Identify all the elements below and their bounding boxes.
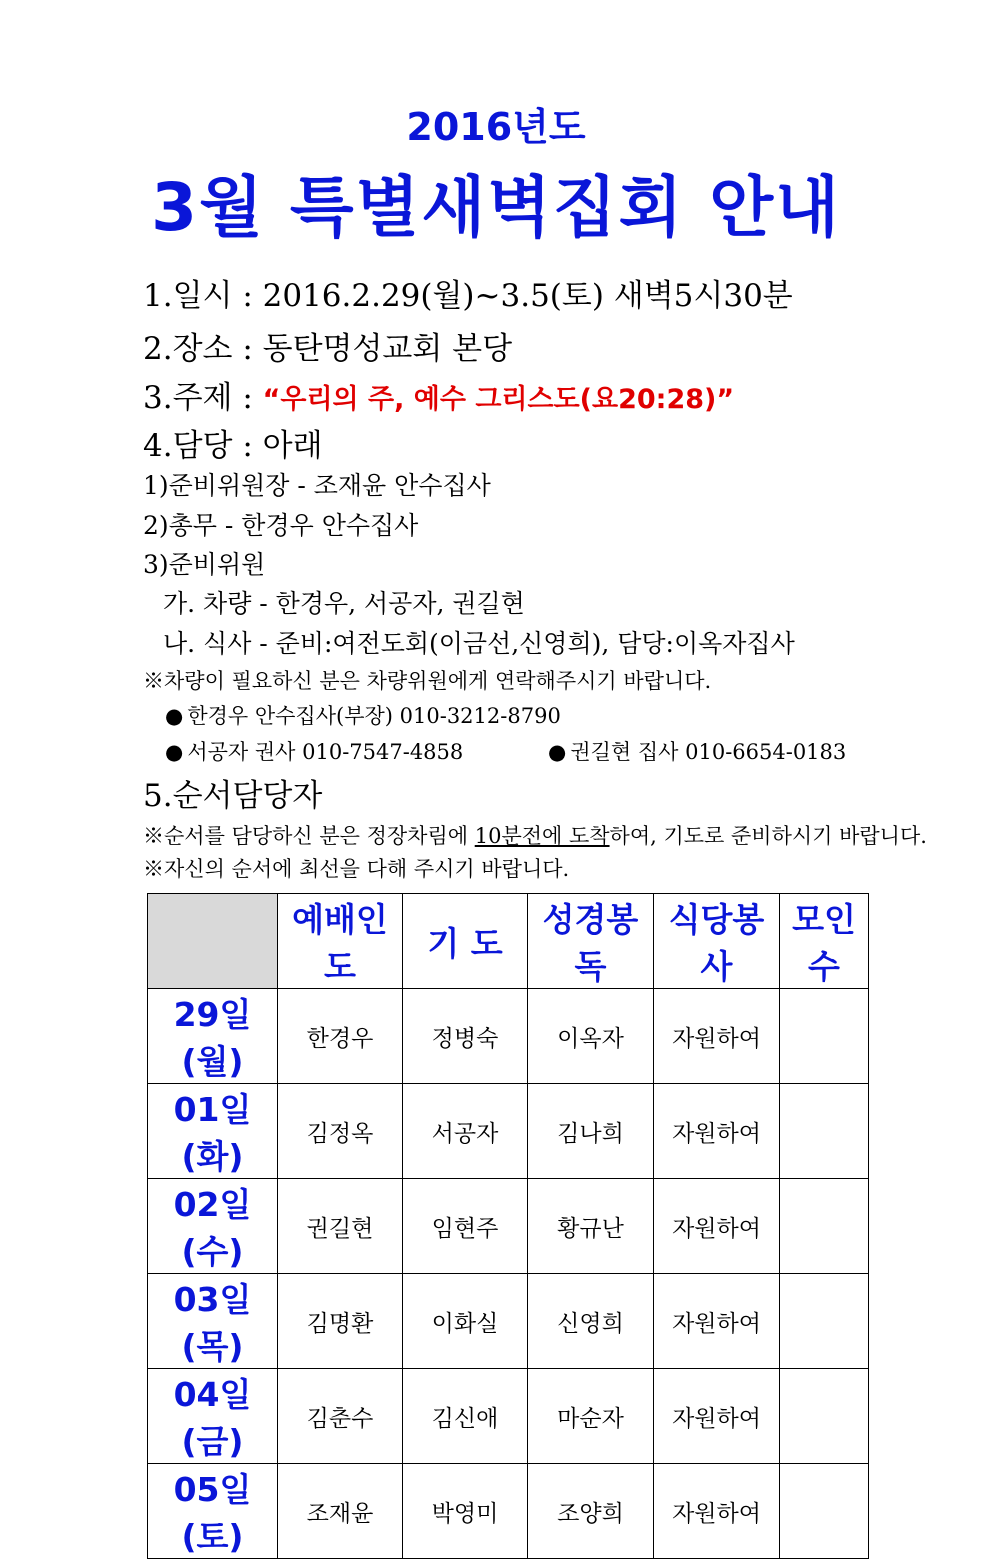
staff-committee: 3)준비위원: [143, 550, 266, 579]
table-row: [148, 1274, 869, 1369]
reading-cell: 조양희: [528, 1464, 654, 1559]
theme-label: 3.주제 :: [143, 380, 263, 416]
header-kitchen: 식당봉사: [654, 894, 780, 989]
kitchen-cell: 자원하여: [654, 1084, 780, 1179]
order-note-1: [143, 820, 927, 850]
kitchen-cell: 자원하여: [654, 1369, 780, 1464]
count-cell: [780, 989, 869, 1084]
reading-cell: 황규난: [528, 1179, 654, 1274]
day-cell: 01일(화): [148, 1084, 278, 1179]
leader-cell: 한경우: [278, 989, 403, 1084]
bullet-icon: ●: [548, 740, 567, 764]
place-line: 2.장소 : 동탄명성교회 본당: [143, 331, 513, 367]
day-cell: 02일(수): [148, 1179, 278, 1274]
table-corner-cell: [148, 894, 278, 989]
contact-person-3: [548, 736, 846, 766]
day-cell: 29일(월): [148, 989, 278, 1084]
day-cell: 05일(토): [148, 1464, 278, 1559]
contact-text: 권길현 집사 010-6654-0183: [570, 740, 847, 764]
contact-text: 한경우 안수집사(부장) 010-3212-8790: [187, 704, 561, 728]
charge-line: 4.담당 : 아래: [143, 428, 323, 464]
leader-cell: 김춘수: [278, 1369, 403, 1464]
day-cell: 03일(목): [148, 1274, 278, 1369]
bullet-icon: ●: [165, 704, 184, 728]
order-note-text: 하여, 기도로 준비하시기 바랍니다.: [609, 824, 927, 848]
day-cell: 04일(금): [148, 1369, 278, 1464]
staff-chair: 1)준비위원장 - 조재윤 안수집사: [143, 471, 491, 500]
leader-cell: 권길현: [278, 1179, 403, 1274]
prayer-cell: 박영미: [403, 1464, 528, 1559]
page-title: 3월 특별새벽집회 안내: [151, 169, 841, 246]
schedule-table: [147, 893, 869, 1559]
vehicle-notice: ※차량이 필요하신 분은 차량위원에게 연락해주시기 바랍니다.: [143, 669, 712, 693]
leader-cell: 김명환: [278, 1274, 403, 1369]
leader-cell: 조재윤: [278, 1464, 403, 1559]
title-year: 2016년도: [406, 105, 586, 149]
theme-line: [143, 372, 734, 417]
staff-general: 2)총무 - 한경우 안수집사: [143, 511, 419, 540]
header-leader: 예배인도: [278, 894, 403, 989]
header-count: 모인수: [780, 894, 869, 989]
prayer-cell: 임현주: [403, 1179, 528, 1274]
reading-cell: 김나희: [528, 1084, 654, 1179]
order-heading: 5.순서담당자: [143, 778, 323, 814]
schedule-line: 1.일시 : 2016.2.29(월)~3.5(토) 새벽5시30분: [143, 278, 793, 314]
theme-value: “우리의 주, 예수 그리스도(요20:28)”: [262, 384, 735, 415]
table-row: [148, 1084, 869, 1179]
contact-person-1: [165, 700, 561, 730]
order-note-2: ※자신의 순서에 최선을 다해 주시기 바랍니다.: [143, 857, 570, 881]
table-row: [148, 1464, 869, 1559]
reading-cell: 신영희: [528, 1274, 654, 1369]
kitchen-cell: 자원하여: [654, 1179, 780, 1274]
count-cell: [780, 1274, 869, 1369]
count-cell: [780, 1464, 869, 1559]
table-row: [148, 989, 869, 1084]
count-cell: [780, 1369, 869, 1464]
contact-person-2: [165, 736, 463, 766]
order-note-emphasis: 10분전에 도착: [474, 824, 610, 848]
kitchen-cell: 자원하여: [654, 989, 780, 1084]
order-note-text: ※순서를 담당하신 분은 정장차림에: [143, 824, 475, 848]
header-reading: 성경봉독: [528, 894, 654, 989]
count-cell: [780, 1179, 869, 1274]
table-header-row: [148, 894, 869, 989]
bullet-icon: ●: [165, 740, 184, 764]
table-row: [148, 1179, 869, 1274]
leader-cell: 김정옥: [278, 1084, 403, 1179]
contact-text: 서공자 권사 010-7547-4858: [187, 740, 464, 764]
kitchen-cell: 자원하여: [654, 1274, 780, 1369]
table-row: [148, 1369, 869, 1464]
reading-cell: 마순자: [528, 1369, 654, 1464]
staff-vehicle: 가. 차량 - 한경우, 서공자, 권길현: [163, 589, 525, 618]
prayer-cell: 정병숙: [403, 989, 528, 1084]
kitchen-cell: 자원하여: [654, 1464, 780, 1559]
count-cell: [780, 1084, 869, 1179]
header-prayer: 기 도: [403, 894, 528, 989]
reading-cell: 이옥자: [528, 989, 654, 1084]
prayer-cell: 김신애: [403, 1369, 528, 1464]
prayer-cell: 이화실: [403, 1274, 528, 1369]
staff-meal: 나. 식사 - 준비:여전도회(이금선,신영희), 담당:이옥자집사: [163, 629, 795, 658]
prayer-cell: 서공자: [403, 1084, 528, 1179]
